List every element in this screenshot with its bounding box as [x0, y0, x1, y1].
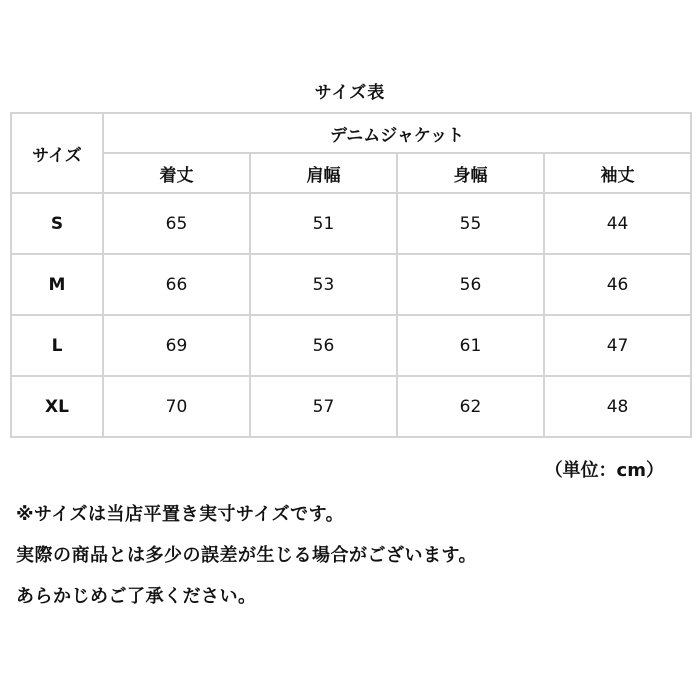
table-header-row — [11, 113, 691, 153]
column-header-length: 着丈 — [103, 153, 250, 193]
table-cell: 66 — [103, 254, 250, 315]
table-cell: 48 — [544, 376, 691, 437]
table-cell: 55 — [397, 193, 544, 254]
row-size-label: L — [11, 315, 103, 376]
table-cell: 61 — [397, 315, 544, 376]
row-size-label: S — [11, 193, 103, 254]
column-header-shoulder: 肩幅 — [250, 153, 397, 193]
product-group-header: デニムジャケット — [103, 113, 691, 153]
table-cell: 62 — [397, 376, 544, 437]
size-table — [10, 112, 692, 438]
table-cell: 56 — [250, 315, 397, 376]
table-row — [11, 254, 691, 315]
note-line: ※サイズは当店平置き実寸サイズです。 — [16, 504, 345, 525]
table-cell: 69 — [103, 315, 250, 376]
row-size-label: M — [11, 254, 103, 315]
page-title: サイズ表 — [314, 83, 386, 103]
table-cell: 53 — [250, 254, 397, 315]
table-row — [11, 193, 691, 254]
column-header-chest: 身幅 — [397, 153, 544, 193]
column-header-sleeve: 袖丈 — [544, 153, 691, 193]
table-cell: 51 — [250, 193, 397, 254]
table-cell: 56 — [397, 254, 544, 315]
note-line: 実際の商品とは多少の誤差が生じる場合がございます。 — [16, 545, 478, 566]
table-cell: 47 — [544, 315, 691, 376]
size-column-header: サイズ — [11, 113, 103, 193]
table-cell: 44 — [544, 193, 691, 254]
table-cell: 70 — [103, 376, 250, 437]
table-cell: 65 — [103, 193, 250, 254]
table-row — [11, 315, 691, 376]
table-cell: 57 — [250, 376, 397, 437]
table-subheader-row — [11, 153, 691, 193]
note-line: あらかじめご了承ください。 — [16, 586, 257, 607]
table-row — [11, 376, 691, 437]
row-size-label: XL — [11, 376, 103, 437]
table-cell: 46 — [544, 254, 691, 315]
unit-label: （単位：cm） — [544, 460, 664, 481]
